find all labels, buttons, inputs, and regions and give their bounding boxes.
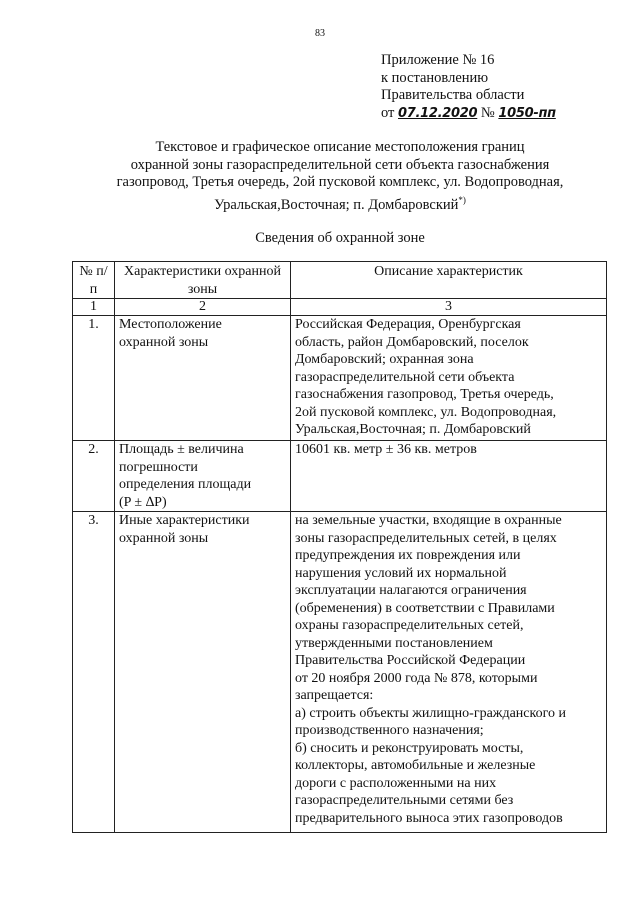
description-line: от 20 ноября 2000 года № 878, которыми — [295, 670, 538, 686]
row-number: 2. — [73, 441, 115, 512]
description-line: утвержденными постановлением — [295, 635, 493, 651]
description-line: охраны газораспределительных сетей, — [295, 618, 524, 633]
row-characteristic — [115, 441, 291, 512]
header-description: Описание характеристик — [291, 262, 607, 299]
title-line-4 — [60, 192, 620, 214]
document-title — [60, 139, 620, 214]
characteristic-line: Местоположение — [119, 317, 222, 332]
description-line: газоснабжения газопровод, Третья очередь, — [295, 387, 554, 402]
description-line: коллекторы, автомобильные и железные — [295, 758, 536, 773]
column-number-row — [73, 299, 607, 316]
characteristic-line: Площадь ± величина — [119, 442, 244, 457]
title-line-4-text: Уральская,Восточная; п. Домбаровский — [214, 196, 459, 213]
description-line: зоны газораспределительных сетей, в целях — [295, 530, 557, 546]
description-line: эксплуатации налагаются ограничения — [295, 583, 527, 598]
description-line: газораспределительными сетями без — [295, 793, 514, 808]
page-number: 83 — [315, 28, 325, 39]
description-line: предупреждения их повреждения или — [295, 548, 521, 563]
characteristic-line: определения площади — [119, 477, 252, 492]
header-number — [73, 262, 115, 299]
row-number: 1. — [73, 316, 115, 441]
description-line: а) строить объекты жилищно-гражданского и — [295, 705, 566, 721]
handwritten-date: 07.12.2020 — [398, 105, 478, 121]
header-characteristics-line-1: Характеристики — [124, 264, 222, 279]
characteristic-line: (P ± ∆P) — [119, 494, 167, 510]
description-line: область, район Домбаровский, поселок — [295, 334, 529, 350]
description-line: 10601 кв. метр ± 36 кв. метров — [295, 442, 477, 457]
header-number-line-1: № — [79, 264, 93, 279]
row-description — [291, 512, 607, 833]
description-line: Российская Федерация, Оренбургская — [295, 317, 521, 332]
number-sign: № — [480, 104, 495, 121]
handwritten-number: 1050-пп — [498, 105, 556, 121]
table-row — [73, 441, 607, 512]
title-line-2: охранной зоны газораспределительной сети объекта газоснабжения — [130, 156, 550, 173]
table-row — [73, 316, 607, 441]
appendix-line-1: Приложение № 16 — [381, 52, 495, 68]
description-line: запрещается: — [295, 688, 374, 703]
appendix-date-line — [381, 105, 556, 123]
characteristic-line: охранной зоны — [119, 530, 209, 546]
characteristic-line: Иные характеристики — [119, 513, 250, 528]
description-line: предварительного выноса этих газопроводов — [295, 810, 563, 826]
description-line: производственного назначения; — [295, 723, 484, 738]
table-header-row — [73, 262, 607, 299]
description-line: на земельные участки, входящие в охранные — [295, 513, 562, 528]
title-line-3: газопровод, Третья очередь, 2ой пусковой комплекс, ул. Водопроводная, — [116, 174, 564, 190]
description-line: Правительства Российской Федерации — [295, 653, 526, 668]
characteristic-line: охранной зоны — [119, 334, 209, 350]
appendix-line-3: Правительства области — [381, 87, 525, 103]
appendix-header — [381, 52, 556, 122]
row-description — [291, 316, 607, 441]
column-number-2: 2 — [115, 299, 291, 316]
header-number-line-2: п/п — [89, 264, 108, 297]
row-characteristic — [115, 512, 291, 833]
protection-zone-table — [72, 261, 607, 833]
table-row — [73, 512, 607, 833]
row-number: 3. — [73, 512, 115, 833]
header-characteristics-line-2: охранной зоны — [187, 264, 281, 297]
row-description — [291, 441, 607, 512]
footnote-mark: *) — [458, 194, 466, 205]
description-line: б) сносить и реконструировать мосты, — [295, 740, 524, 756]
section-subtitle: Сведения об охранной зоне — [255, 230, 425, 246]
description-line: газораспределительной сети объекта — [295, 369, 515, 385]
description-line: нарушения условий их нормальной — [295, 565, 507, 581]
description-line: Уральская,Восточная; п. Домбаровский — [295, 422, 531, 437]
description-line: 2ой пусковой комплекс, ул. Водопроводная, — [295, 404, 557, 420]
appendix-line-2: к постановлению — [381, 69, 489, 86]
description-line: (обременения) в соответствии с Правилами — [295, 600, 555, 616]
description-line: Домбаровский; охранная зона — [295, 352, 474, 367]
row-characteristic — [115, 316, 291, 441]
characteristic-line: погрешности — [119, 459, 198, 475]
column-number-3: 3 — [291, 299, 607, 316]
column-number-1: 1 — [73, 299, 115, 316]
title-line-1: Текстовое и графическое описание местоположения границ — [155, 139, 525, 155]
description-line: дороги с расположенными на них — [295, 775, 497, 791]
from-label: от — [381, 104, 395, 121]
header-characteristics — [115, 262, 291, 299]
